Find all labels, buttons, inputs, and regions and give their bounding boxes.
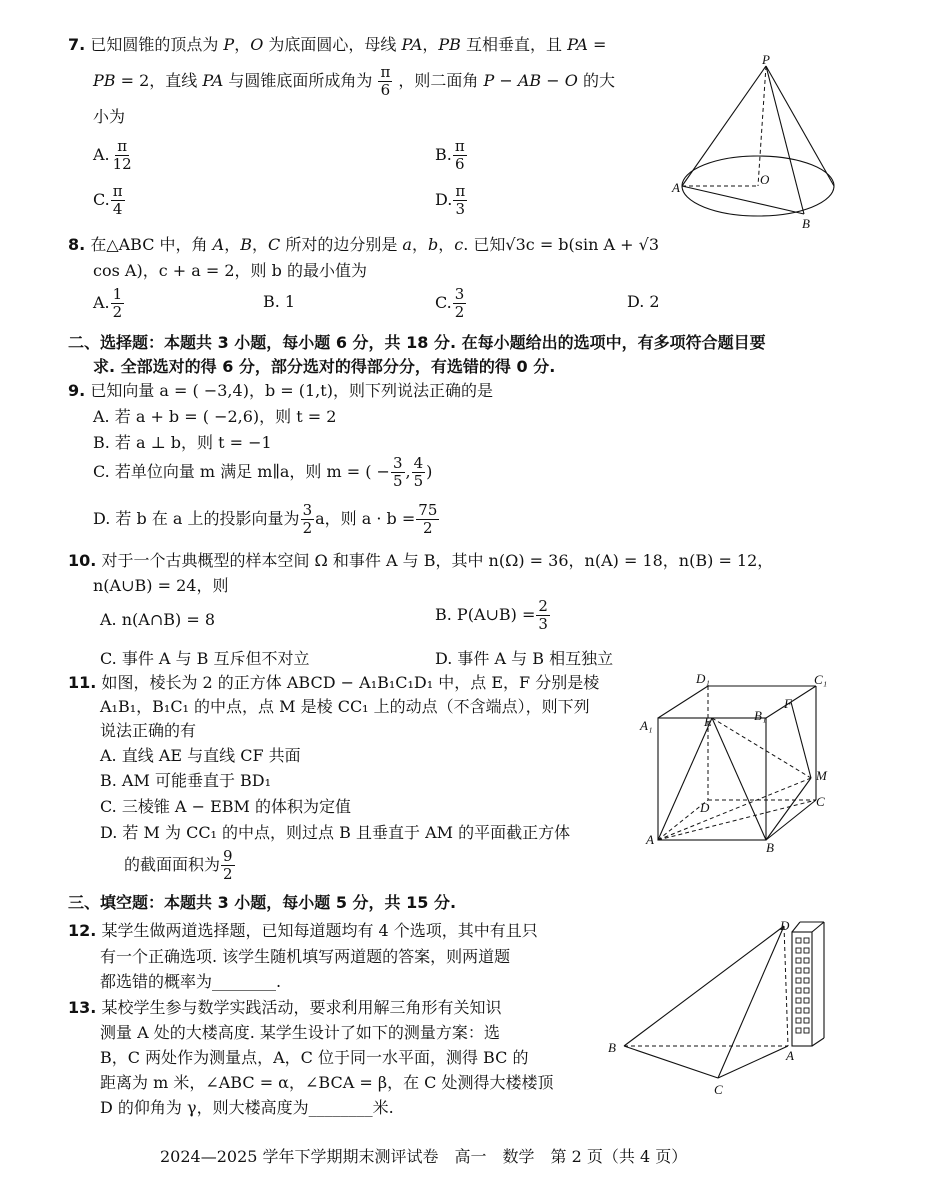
label-D1: D₁ [696,671,710,686]
q11-line3: 说法正确的有 [100,721,197,740]
q13-text: 某校学生参与数学实践活动，要求利用解三角形有关知识 [101,998,502,1017]
label-C: C [816,794,825,809]
q10-option-d: D. 事件 A 与 B 相互独立 [435,649,614,668]
q13-line4: 距离为 m 米，∠ABC = α，∠BCA = β，在 C 处测得大楼楼顶 [100,1073,554,1092]
q7-line1: 7. 已知圆锥的顶点为 P，O 为底面圆心，母线 PA，PB 互相垂直，且 PA = [68,35,607,54]
q7-text: 与圆锥底面所成角为 [228,71,373,90]
building-figure [604,914,836,1100]
q11-line2: A₁B₁，B₁C₁ 的中点，点 M 是棱 CC₁ 上的动点（不含端点），则下列 [100,697,590,716]
q13-line5: D 的仰角为 γ，则大楼高度为________米. [100,1098,394,1117]
q7-line2: PB = 2，直线 PA 与圆锥底面所成角为 $\frac{\pi}{6}$ ，则二面角 P − AB − O 的大 [93,63,615,99]
q7-option-c: C. $\frac{\pi}{4}$ [93,182,123,218]
cone-figure [670,52,840,232]
q8-text: 在△ABC 中，角 [90,235,208,254]
q11-option-d-line1: D. 若 M 为 CC₁ 的中点，则过点 B 且垂直于 AM 的平面截正方体 [100,823,571,842]
q8-number: 8. [68,235,86,254]
q13-line3: B，C 两处作为测量点，A，C 位于同一水平面，测得 BC 的 [100,1048,529,1067]
q9-text: 已知向量 a = ( −3,4)，b = (1,t)，则下列说法正确的是 [90,381,493,400]
q7-option-a: A. $\frac{\pi}{12}$ [93,137,132,173]
q8-option-d: D. 2 [627,292,660,311]
label-B1: B₁ [754,708,767,723]
label-B: B [608,1040,616,1055]
section2-heading-line1: 二、选择题：本题共 3 小题，每小题 6 分，共 18 分. 在每小题给出的选项中，有多项符合题目要 [68,333,766,352]
label-F: F [784,696,792,711]
q8-option-b: B. 1 [263,292,296,311]
q7-text: ，则二面角 [398,71,479,90]
label-E: E [704,714,712,729]
q9-option-a: A. 若 a + b = ( −2,6)，则 t = 2 [93,407,337,426]
label-B: B [802,216,810,231]
label-D: D [780,918,790,933]
q12-number: 12. [68,921,97,940]
q7-text: 为底面圆心，母线 [268,35,397,54]
q13-line1 [68,995,501,1018]
q7-number: 7. [68,35,86,54]
building-windows [796,938,809,1033]
label-M: M [816,768,827,783]
q9-option-d: D. 若 b 在 a 上的投影向量为 $\frac{3}{2}$ a，则 a · b = $\frac{75}{2}$ [93,501,438,537]
q10-number: 10. [68,551,97,570]
q12-line3: 都选错的概率为________. [100,972,282,991]
q8-text: 所对的边分别是 [285,235,398,254]
q8-text: . 已知√3c = b(sin A + √3 [463,235,660,254]
q10-option-a: A. n(A∩B) = 8 [100,610,215,629]
q10-option-b: B. P(A∪B) = $\frac{2}{3}$ [435,597,548,633]
q11-option-b: B. AM 可能垂直于 BD₁ [100,771,272,790]
q7-option-d: D. $\frac{\pi}{3}$ [435,182,466,218]
q10-line1 [68,548,773,571]
label-D: D [700,800,710,815]
q9-option-b: B. 若 a ⊥ b，则 t = −1 [93,433,272,452]
q7-text: = 2，直线 [120,71,198,90]
q8-option-a: A. $\frac{1}{2}$ [93,285,123,321]
label-C1: C₁ [814,672,828,687]
label-O: O [760,172,770,187]
q7-text: 互相垂直，且 [466,35,563,54]
q8-option-c: C. $\frac{3}{2}$ [435,285,465,321]
label-A: A [672,180,680,195]
section2-heading-line2: 求. 全部选对的得 6 分，部分选对的得部分分，有选错的得 0 分. [93,357,556,376]
q9-stem [68,378,493,401]
q11-number: 11. [68,673,97,692]
q7-option-b: B. $\frac{\pi}{6}$ [435,137,465,173]
page-footer: 2024—2025 学年下学期期末测评试卷 高一 数学 第 2 页（共 4 页） [160,1147,688,1166]
label-P: P [762,52,770,67]
q12-line2: 有一个正确选项. 该学生随机填写两道题的答案，则两道题 [100,947,511,966]
cube-figure [636,668,836,858]
label-C: C [714,1082,723,1097]
q11-line1 [68,670,599,693]
q10-text: 对于一个古典概型的样本空间 Ω 和事件 A 与 B，其中 n(Ω) = 36，n(A) = 18，n(B) = 12， [101,551,774,570]
q10-option-c: C. 事件 A 与 B 互斥但不对立 [100,649,310,668]
q7-text: 已知圆锥的顶点为 [90,35,219,54]
label-A1: A₁ [640,718,653,733]
q8-line2: cos A)，c + a = 2，则 b 的最小值为 [93,261,367,280]
q11-option-d-line2: 的截面面积为 $\frac{9}{2}$ [124,847,233,883]
q11-option-a: A. 直线 AE 与直线 CF 共面 [100,746,301,765]
q12-text: 某学生做两道选择题，已知每道题均有 4 个选项，其中有且只 [101,921,538,940]
q7-line3: 小为 [93,107,126,126]
q12-line1 [68,918,538,941]
q13-number: 13. [68,998,97,1017]
fraction: $\frac{\pi}{6}$ [380,63,391,99]
section3-heading: 三、填空题：本题共 3 小题，每小题 5 分，共 15 分. [68,893,457,912]
q8-line1: 8. 在△ABC 中，角 A，B，C 所对的边分别是 a，b，c. 已知√3c = b(sin A + √3 [68,235,660,254]
q13-line2: 测量 A 处的大楼高度. 某学生设计了如下的测量方案：选 [100,1023,500,1042]
label-A: A [786,1048,794,1063]
q9-number: 9. [68,381,86,400]
label-B: B [766,840,774,855]
label-A: A [646,832,654,847]
q11-text: 如图，棱长为 2 的正方体 ABCD − A₁B₁C₁D₁ 中，点 E，F 分别是棱 [101,673,600,692]
q11-option-c: C. 三棱锥 A − EBM 的体积为定值 [100,797,351,816]
q7-text: 的大 [582,71,615,90]
q10-line2: n(A∪B) = 24，则 [93,576,229,595]
q9-option-c: C. 若单位向量 m 满足 m∥a，则 m = ( − $\frac{3}{5}$ , $\frac{4}{5}$ ) [93,454,433,490]
